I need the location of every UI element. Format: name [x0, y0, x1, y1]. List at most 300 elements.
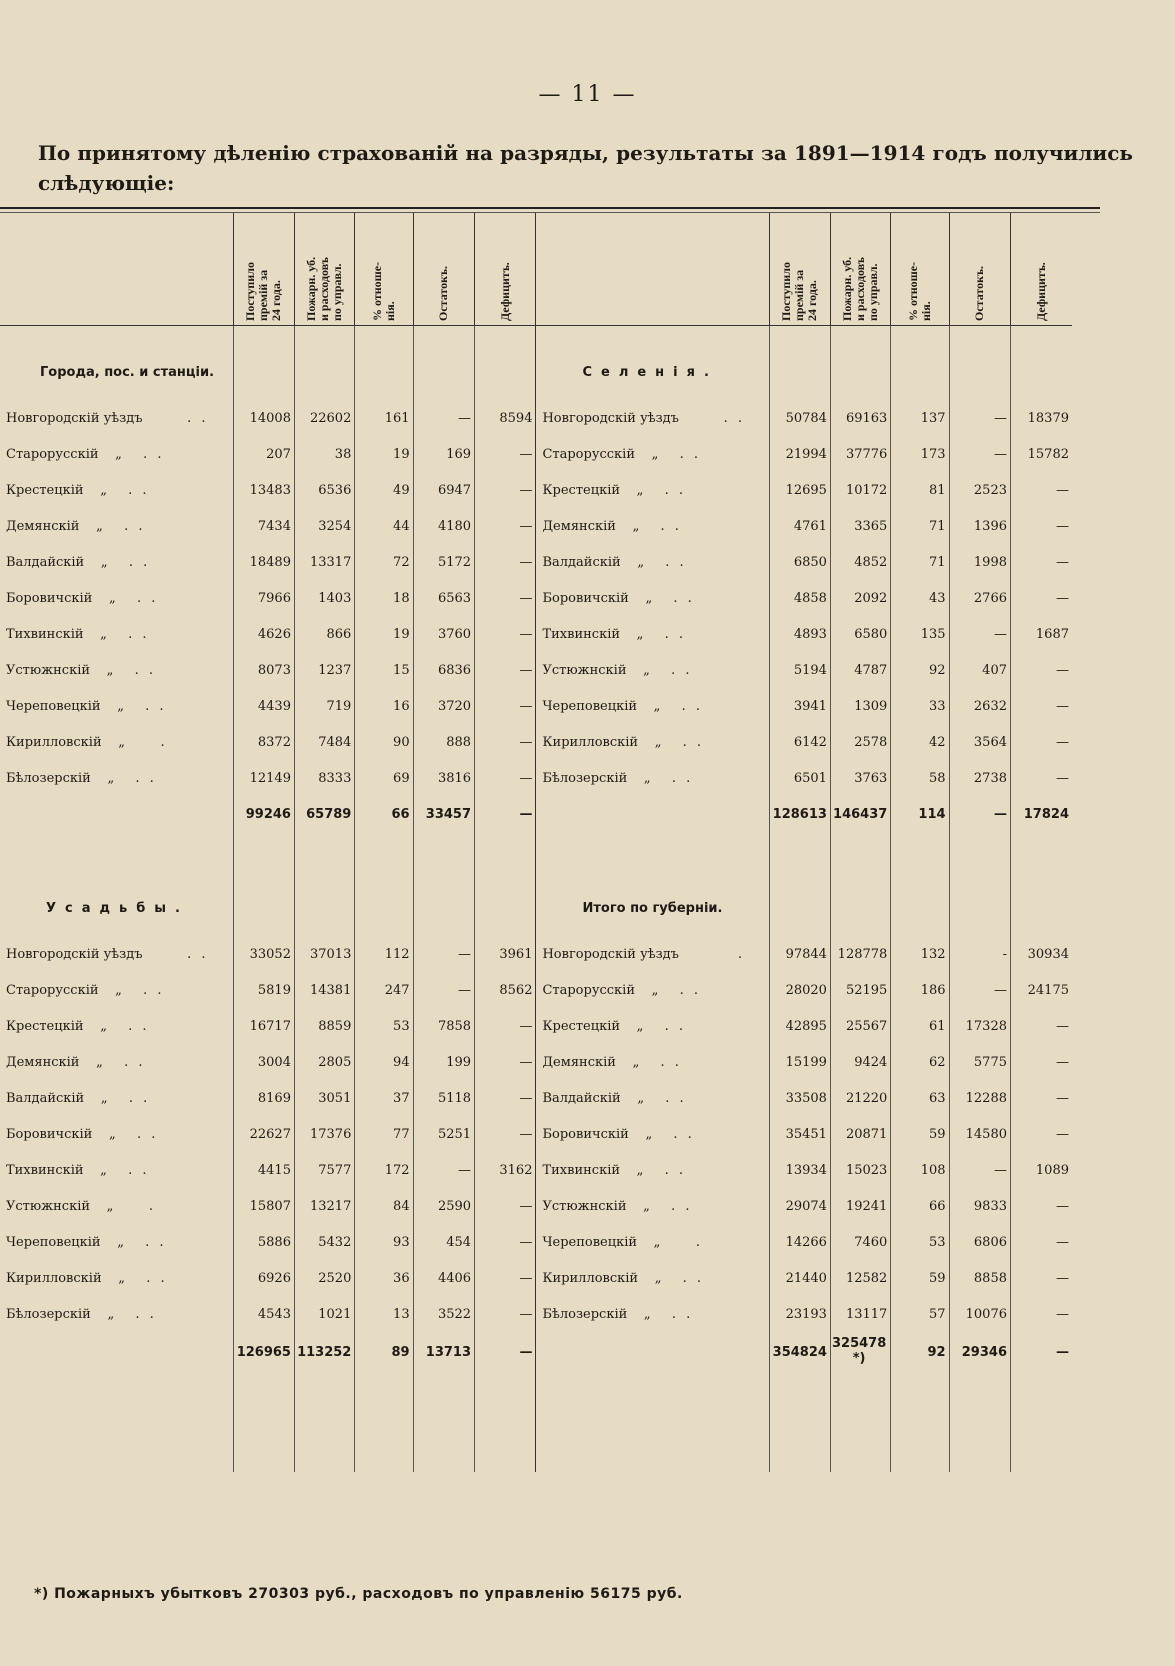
header-percent-right: % отноше- нія.: [891, 213, 949, 326]
received-cell-left: 5886: [233, 1224, 294, 1260]
deficit-cell-left: —: [475, 1224, 536, 1260]
received-cell-left: 15807: [233, 1188, 294, 1224]
empty-cell: [413, 344, 474, 400]
deficit-cell-right: 1687: [1011, 616, 1073, 652]
total-value: 354824: [772, 1344, 827, 1360]
total-value: 29346: [961, 1344, 1007, 1360]
leader-dots: . .: [664, 1018, 687, 1034]
losses-cell-left: 8333: [294, 760, 354, 796]
losses-cell-right: 9424: [830, 1044, 890, 1080]
percent-cell-right: 43: [891, 580, 949, 616]
ditto-mark: „: [654, 734, 662, 750]
district-label: Боровичскій: [542, 1126, 629, 1142]
district-name-left: [0, 508, 233, 544]
losses-cell-right: 7460: [830, 1224, 890, 1260]
district-name-right: [536, 1152, 769, 1188]
balance-cell-left: 199: [413, 1044, 474, 1080]
empty-cell: [949, 344, 1010, 400]
empty-cell: [949, 880, 1010, 936]
empty-cell: [233, 832, 294, 880]
losses-cell-right: 2092: [830, 580, 890, 616]
deficit-cell-right: —: [1011, 1224, 1073, 1260]
district-name-right: [536, 1188, 769, 1224]
losses-cell-left: 13217: [294, 1188, 354, 1224]
district-label: Валдайскій: [6, 1090, 85, 1106]
empty-cell: [355, 1372, 413, 1472]
empty-cell: [769, 1372, 830, 1472]
empty-cell: [536, 1372, 769, 1472]
top-rule: [0, 207, 1100, 209]
table-row: [0, 724, 1072, 760]
received-cell-left: 12149: [233, 760, 294, 796]
losses-cell-right: 20871: [830, 1116, 890, 1152]
table-row: [0, 400, 1072, 436]
district-name-right: [536, 1224, 769, 1260]
received-cell-right: 21994: [769, 436, 830, 472]
leader-dots: . .: [682, 1270, 705, 1286]
leader-dots: . .: [135, 1306, 157, 1322]
leader-dots: . .: [679, 446, 701, 462]
ditto-mark: „: [637, 1090, 645, 1106]
deficit-cell-left: —: [475, 472, 536, 508]
received-cell-left: 5819: [233, 972, 294, 1008]
percent-cell-right: 71: [891, 508, 949, 544]
empty-cell: [891, 1372, 949, 1472]
leader-dots: . .: [145, 698, 167, 714]
leader-dots: . .: [124, 1054, 146, 1070]
deficit-cell-right: —: [1011, 580, 1073, 616]
received-cell-right: 4761: [769, 508, 830, 544]
district-label: Старорусскій: [542, 982, 635, 998]
empty-cell: [891, 880, 949, 936]
empty-cell: [830, 344, 890, 400]
section-heading-row: [0, 880, 1072, 936]
total-value: 146437: [833, 806, 888, 822]
district-label: Новгородскій уѣздъ: [6, 946, 143, 962]
ditto-mark: „: [115, 982, 122, 998]
percent-cell-right: 71: [891, 544, 949, 580]
leader-dots: . .: [124, 518, 146, 534]
ditto-mark: „: [651, 982, 659, 998]
district-name-left: [0, 1260, 233, 1296]
balance-cell-left: 3816: [413, 760, 474, 796]
percent-cell-right: 61: [891, 1008, 949, 1044]
district-label: Тихвинскій: [6, 1162, 84, 1178]
percent-cell-left: 19: [355, 436, 413, 472]
total-received-left: [233, 1332, 294, 1372]
empty-cell: [413, 326, 474, 345]
district-label: Череповецкій: [542, 1234, 638, 1250]
district-label: Тихвинскій: [6, 626, 84, 642]
percent-cell-left: 36: [355, 1260, 413, 1296]
total-row: [0, 1332, 1072, 1372]
district-name-right: [536, 400, 769, 436]
percent-cell-right: 186: [891, 972, 949, 1008]
leader-dots: . .: [134, 662, 157, 678]
empty-cell: [355, 832, 413, 880]
deficit-cell-right: 24175: [1011, 972, 1073, 1008]
leader-dots: . .: [187, 946, 209, 962]
received-cell-left: 14008: [233, 400, 294, 436]
percent-cell-right: 59: [891, 1116, 949, 1152]
table-row: [0, 472, 1072, 508]
leader-dots: . .: [664, 482, 687, 498]
district-name-left: [0, 1080, 233, 1116]
total-label-cell-left: [0, 796, 233, 832]
intro-text: По принятому дѣленію страхованій на разряды, результаты за 1891—1914 годъ получились слѣдующіе:: [38, 141, 1133, 195]
ditto-mark: „: [100, 1018, 107, 1034]
deficit-cell-right: —: [1011, 472, 1073, 508]
total-value: 126965: [236, 1344, 291, 1360]
received-cell-left: 4626: [233, 616, 294, 652]
balance-cell-left: 888: [413, 724, 474, 760]
balance-cell-right: 2766: [949, 580, 1010, 616]
percent-cell-left: 112: [355, 936, 413, 972]
total-value: —: [1056, 1344, 1069, 1360]
ditto-mark: „: [96, 518, 103, 534]
deficit-cell-right: —: [1011, 1188, 1073, 1224]
table-row: [0, 652, 1072, 688]
empty-cell: [413, 1372, 474, 1472]
empty-cell: [949, 326, 1010, 345]
received-cell-left: 4415: [233, 1152, 294, 1188]
total-value: 92: [927, 1344, 946, 1360]
deficit-cell-left: —: [475, 508, 536, 544]
ditto-mark: „: [106, 662, 114, 678]
received-cell-left: 8372: [233, 724, 294, 760]
percent-cell-left: 90: [355, 724, 413, 760]
ditto-mark: „: [654, 1270, 662, 1286]
losses-cell-right: 25567: [830, 1008, 890, 1044]
district-label: Старорусскій: [6, 982, 99, 998]
losses-cell-left: 3254: [294, 508, 354, 544]
table-row: [0, 544, 1072, 580]
percent-cell-right: 135: [891, 616, 949, 652]
total-deficit-left: [475, 796, 536, 832]
losses-cell-right: 1309: [830, 688, 890, 724]
deficit-cell-left: —: [475, 544, 536, 580]
balance-cell-right: 5775: [949, 1044, 1010, 1080]
losses-cell-right: 19241: [830, 1188, 890, 1224]
ditto-mark: „: [118, 734, 125, 750]
empty-cell: [830, 1372, 890, 1472]
total-value: 13713: [425, 1344, 472, 1360]
balance-cell-left: 3720: [413, 688, 474, 724]
district-name-left: [0, 972, 233, 1008]
ditto-mark: „: [653, 698, 661, 714]
footnote: *) Пожарныхъ убытковъ 270303 руб., расходовъ по управленію 56175 руб.: [34, 1586, 683, 1602]
deficit-cell-left: 3162: [475, 1152, 536, 1188]
district-name-right: [536, 508, 769, 544]
percent-cell-left: 77: [355, 1116, 413, 1152]
losses-cell-left: 3051: [294, 1080, 354, 1116]
spacer-row: [0, 326, 1072, 345]
leader-dots: . .: [136, 1126, 159, 1142]
section-heading-villages: Селенія.: [536, 344, 769, 400]
deficit-cell-left: —: [475, 1116, 536, 1152]
balance-cell-right: —: [949, 436, 1010, 472]
empty-cell: [1011, 880, 1073, 936]
ditto-mark: „: [653, 1234, 661, 1250]
deficit-cell-left: —: [475, 1188, 536, 1224]
district-name-left: [0, 688, 233, 724]
leader-dots: . .: [145, 1234, 167, 1250]
district-label: Новгородскій уѣздъ: [6, 410, 143, 426]
leader-dots: . .: [665, 1090, 687, 1106]
losses-cell-right: 12582: [830, 1260, 890, 1296]
empty-cell: [475, 326, 536, 345]
empty-cell: [830, 832, 890, 880]
district-label: Кирилловскій: [6, 1270, 102, 1286]
leader-dots: . .: [143, 446, 165, 462]
leader-dots: . .: [136, 590, 159, 606]
losses-cell-left: 1021: [294, 1296, 354, 1332]
empty-cell: [0, 326, 233, 345]
total-label-cell-left: [0, 1332, 233, 1372]
balance-cell-left: 6836: [413, 652, 474, 688]
district-label: Устюжнскій: [6, 662, 91, 678]
received-cell-right: 3941: [769, 688, 830, 724]
deficit-cell-right: —: [1011, 1260, 1073, 1296]
losses-cell-left: 22602: [294, 400, 354, 436]
empty-cell: [475, 880, 536, 936]
balance-cell-right: 14580: [949, 1116, 1010, 1152]
header-percent-left: % отноше- нія.: [355, 213, 413, 326]
district-label: Крестецкій: [542, 1018, 621, 1034]
district-label: Валдайскій: [542, 1090, 621, 1106]
district-name-right: [536, 472, 769, 508]
deficit-cell-left: —: [475, 580, 536, 616]
table-row: [0, 1188, 1072, 1224]
balance-cell-right: —: [949, 972, 1010, 1008]
empty-cell: [233, 344, 294, 400]
balance-cell-left: —: [413, 1152, 474, 1188]
percent-cell-right: 137: [891, 400, 949, 436]
received-cell-right: 23193: [769, 1296, 830, 1332]
district-name-left: [0, 760, 233, 796]
ditto-mark: „: [636, 1162, 644, 1178]
balance-cell-left: 3522: [413, 1296, 474, 1332]
balance-cell-right: 6806: [949, 1224, 1010, 1260]
received-cell-left: 13483: [233, 472, 294, 508]
empty-cell: [355, 344, 413, 400]
losses-cell-right: 3365: [830, 508, 890, 544]
empty-cell: [233, 326, 294, 345]
empty-cell: [1011, 1372, 1073, 1472]
ditto-mark: „: [100, 1162, 107, 1178]
percent-cell-left: 13: [355, 1296, 413, 1332]
losses-cell-left: 8859: [294, 1008, 354, 1044]
leader-dots: . .: [664, 1162, 687, 1178]
losses-cell-right: 37776: [830, 436, 890, 472]
district-label: Череповецкій: [542, 698, 638, 714]
percent-cell-right: 81: [891, 472, 949, 508]
district-name-right: [536, 1116, 769, 1152]
balance-cell-left: 4406: [413, 1260, 474, 1296]
district-label: Бѣлозерскій: [6, 770, 91, 786]
district-name-right: [536, 1044, 769, 1080]
percent-cell-right: 33: [891, 688, 949, 724]
balance-cell-right: 17328: [949, 1008, 1010, 1044]
district-label: Крестецкій: [6, 482, 84, 498]
total-value: —: [519, 1344, 533, 1360]
header-deficit-right: Дефицитъ.: [1011, 213, 1073, 326]
leader-dots: . .: [671, 1198, 693, 1214]
district-name-right: [536, 652, 769, 688]
balance-cell-right: —: [949, 616, 1010, 652]
total-value: 113252: [297, 1344, 352, 1360]
ditto-mark: „: [106, 1198, 114, 1214]
total-value: 114: [918, 806, 946, 822]
empty-cell: [891, 344, 949, 400]
deficit-cell-left: —: [475, 652, 536, 688]
district-label: Тихвинскій: [542, 626, 621, 642]
leader-dots: . .: [660, 518, 682, 534]
district-name-left: [0, 436, 233, 472]
district-label: Боровичскій: [542, 590, 629, 606]
losses-cell-right: 13117: [830, 1296, 890, 1332]
percent-cell-left: 93: [355, 1224, 413, 1260]
district-label: Череповецкій: [6, 698, 101, 714]
empty-cell: [0, 832, 233, 880]
losses-cell-right: 4852: [830, 544, 890, 580]
header-blank-right: [536, 213, 769, 326]
empty-cell: [536, 326, 769, 345]
deficit-cell-left: 8562: [475, 972, 536, 1008]
section-heading-estates: Усадьбы.: [46, 900, 189, 916]
district-name-right: [536, 724, 769, 760]
district-label: Демянскій: [542, 1054, 616, 1070]
balance-cell-left: 454: [413, 1224, 474, 1260]
deficit-cell-left: —: [475, 1080, 536, 1116]
losses-cell-left: 2805: [294, 1044, 354, 1080]
leader-dots: . .: [128, 1018, 150, 1034]
balance-cell-right: —: [949, 1152, 1010, 1188]
empty-cell: [475, 832, 536, 880]
table-row: [0, 972, 1072, 1008]
losses-cell-right: 15023: [830, 1152, 890, 1188]
district-label: Демянскій: [6, 1054, 80, 1070]
total-value: 65789: [306, 806, 352, 822]
percent-cell-left: 172: [355, 1152, 413, 1188]
deficit-cell-right: 30934: [1011, 936, 1073, 972]
received-cell-left: 3004: [233, 1044, 294, 1080]
percent-cell-left: 15: [355, 652, 413, 688]
district-label: Тихвинскій: [542, 1162, 621, 1178]
total-received-left: [233, 796, 294, 832]
gap-row: [0, 832, 1072, 880]
balance-cell-right: 10076: [949, 1296, 1010, 1332]
total-value: 325478: [831, 1336, 887, 1351]
ditto-mark: „: [118, 1270, 125, 1286]
district-name-left: [0, 580, 233, 616]
ditto-mark: „: [96, 1054, 103, 1070]
ditto-mark: „: [636, 626, 644, 642]
empty-cell: [355, 880, 413, 936]
footnote-marker: *): [852, 1351, 866, 1366]
percent-cell-right: 108: [891, 1152, 949, 1188]
empty-cell: [891, 326, 949, 345]
table-row: [0, 508, 1072, 544]
leader-dots: . .: [128, 1162, 150, 1178]
district-label: Крестецкій: [542, 482, 621, 498]
leader-dots: .: [160, 734, 168, 750]
deficit-cell-left: —: [475, 1044, 536, 1080]
district-label: Старорусскій: [6, 446, 99, 462]
received-cell-left: 22627: [233, 1116, 294, 1152]
total-value: 99246: [245, 806, 291, 822]
district-name-left: [0, 472, 233, 508]
district-label: Новгородскій уѣздъ: [542, 410, 679, 426]
balance-cell-right: 407: [949, 652, 1010, 688]
district-label: Крестецкій: [6, 1018, 84, 1034]
deficit-cell-right: —: [1011, 724, 1073, 760]
ditto-mark: „: [108, 590, 116, 606]
table-row: [0, 688, 1072, 724]
header-row: [0, 213, 1072, 326]
losses-cell-left: 1237: [294, 652, 354, 688]
losses-cell-left: 5432: [294, 1224, 354, 1260]
balance-cell-left: 3760: [413, 616, 474, 652]
leader-dots: . .: [679, 982, 701, 998]
empty-cell: [1011, 326, 1073, 345]
district-name-right: [536, 1260, 769, 1296]
received-cell-right: 50784: [769, 400, 830, 436]
leader-dots: .: [695, 1234, 704, 1250]
losses-cell-left: 37013: [294, 936, 354, 972]
leader-dots: . .: [681, 698, 704, 714]
table-row: [0, 1224, 1072, 1260]
district-label: Устюжнскій: [542, 662, 627, 678]
total-label-cell-right: [536, 796, 769, 832]
balance-cell-left: 169: [413, 436, 474, 472]
district-name-right: [536, 580, 769, 616]
empty-cell: [355, 326, 413, 345]
table-row: [0, 1152, 1072, 1188]
losses-cell-left: 7577: [294, 1152, 354, 1188]
empty-cell: [536, 832, 769, 880]
total-percent-right: [891, 796, 949, 832]
ditto-mark: „: [637, 554, 645, 570]
received-cell-left: 18489: [233, 544, 294, 580]
district-name-right: [536, 972, 769, 1008]
received-cell-right: 28020: [769, 972, 830, 1008]
empty-cell: [769, 326, 830, 345]
ditto-mark: „: [645, 1126, 653, 1142]
leader-dots: . .: [671, 662, 693, 678]
percent-cell-right: 42: [891, 724, 949, 760]
empty-cell: [294, 880, 354, 936]
received-cell-right: 14266: [769, 1224, 830, 1260]
leader-dots: . .: [671, 1306, 694, 1322]
leader-dots: . .: [128, 554, 151, 570]
losses-cell-left: 13317: [294, 544, 354, 580]
leader-dots: . .: [146, 1270, 168, 1286]
total-received-right: [769, 796, 830, 832]
percent-cell-left: 84: [355, 1188, 413, 1224]
district-name-left: [0, 1152, 233, 1188]
district-label: Боровичскій: [6, 590, 93, 606]
table-row: [0, 1116, 1072, 1152]
total-value: 89: [391, 1344, 410, 1360]
total-losses-left: [294, 796, 354, 832]
leader-dots: . .: [660, 1054, 682, 1070]
district-name-right: [536, 436, 769, 472]
percent-cell-left: 18: [355, 580, 413, 616]
leader-dots: . .: [128, 482, 150, 498]
total-label-cell-right: [536, 1332, 769, 1372]
received-cell-right: 21440: [769, 1260, 830, 1296]
